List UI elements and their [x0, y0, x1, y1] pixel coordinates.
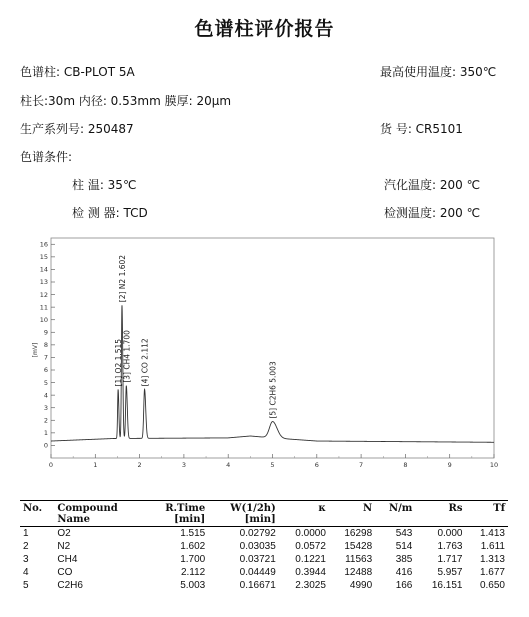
max-temperature: 最高使用温度: 350℃	[380, 65, 497, 79]
column-header-unit	[468, 514, 505, 525]
column-header-unit: Name	[57, 514, 90, 525]
y-tick-label: 1	[43, 429, 48, 438]
table-cell: 0.0000	[295, 528, 326, 539]
serial-number: 生产系列号: 250487	[20, 122, 134, 136]
table-cell: O2	[57, 528, 71, 539]
y-tick-label: 9	[43, 328, 48, 337]
table-cell: 1.602	[180, 541, 206, 552]
column-header	[465, 502, 508, 527]
table-cell: 1.611	[480, 541, 505, 552]
y-tick-label: 2	[43, 416, 48, 425]
table-top-rule	[20, 500, 508, 501]
table-cell: 0.02792	[239, 528, 276, 539]
table-cell: 4	[23, 567, 29, 578]
table-cell: 16.151	[431, 580, 463, 591]
table-cell: 1.717	[437, 554, 463, 565]
column-header	[54, 502, 145, 527]
table-cell: 0.04449	[239, 567, 276, 578]
table-cell: 543	[395, 528, 413, 539]
x-tick-label: 0	[48, 461, 54, 469]
table-cell: 0.650	[479, 580, 505, 591]
peak-label: [2] N2 1.602	[117, 254, 127, 303]
table-cell: 1.413	[479, 528, 505, 539]
table-cell: 1	[23, 528, 29, 539]
column-header-top: κ	[318, 503, 326, 514]
y-tick-label: 7	[43, 353, 48, 362]
y-tick-label: 13	[39, 278, 48, 287]
peak-label: [3] CH4 1.700	[122, 330, 132, 383]
column-header-top: N/m	[389, 503, 413, 514]
y-tick-label: 10	[39, 315, 48, 324]
table-cell: 1.313	[479, 554, 505, 565]
column-header-top: Rs	[448, 503, 463, 514]
x-tick-label: 2	[137, 461, 142, 469]
detector-type: 检 测 器: TCD	[72, 206, 148, 220]
column-header-top: Tf	[493, 503, 505, 514]
x-tick-label: 8	[403, 461, 408, 469]
column-header-unit	[378, 514, 412, 525]
y-tick-label: 12	[39, 290, 48, 299]
table-cell: CH4	[57, 554, 78, 565]
y-tick-label: 4	[43, 391, 48, 400]
y-tick-label: 15	[39, 253, 48, 262]
column-dimensions: 柱长:30m 内径: 0.53mm 膜厚: 20μm	[20, 94, 232, 108]
table-cell: C2H6	[57, 580, 83, 591]
detector-temperature: 检测温度: 200 ℃	[384, 206, 481, 220]
column-temperature: 柱 温: 35℃	[72, 178, 137, 192]
column-header	[145, 502, 208, 527]
column-header-top: W(1/2h)	[230, 503, 276, 514]
y-tick-label: 5	[43, 378, 48, 387]
column-header	[415, 502, 465, 527]
table-cell: 1.763	[437, 541, 463, 552]
table-cell: 0.3944	[295, 567, 326, 578]
table-cell: 514	[395, 541, 413, 552]
y-tick-label: 16	[39, 240, 48, 249]
column-header-unit	[282, 514, 326, 525]
column-header-top: R.Time	[165, 503, 206, 514]
table-cell: 2.112	[180, 567, 206, 578]
y-tick-label: 11	[39, 303, 48, 312]
x-tick-label: 10	[489, 461, 499, 469]
table-cell: 385	[395, 554, 413, 565]
table-cell: 3	[23, 554, 29, 565]
table-row	[20, 553, 508, 566]
item-number: 货 号: CR5101	[380, 122, 463, 136]
column-header-unit: [min]	[174, 514, 206, 525]
table-cell: 1.677	[479, 567, 505, 578]
column-header-top: Compound	[57, 503, 118, 514]
peak-label: [4] CO 2.112	[140, 338, 150, 387]
x-tick-label: 1	[93, 461, 98, 469]
report-title: 色谱柱评价报告	[194, 18, 335, 40]
column-header	[279, 502, 329, 527]
column-model: 色谱柱: CB-PLOT 5A	[20, 65, 135, 79]
table-row	[20, 527, 508, 541]
x-tick-label: 5	[270, 461, 275, 469]
y-tick-label: 3	[43, 403, 48, 412]
column-header-unit	[23, 514, 51, 525]
x-tick-label: 9	[447, 461, 452, 469]
peak-label: [5] C2H6 5.003	[268, 361, 278, 419]
x-tick-label: 3	[181, 461, 186, 469]
table-cell: 416	[395, 567, 413, 578]
table-body	[20, 527, 508, 593]
x-tick-label: 4	[226, 461, 231, 469]
table-cell: 1.515	[180, 528, 206, 539]
table-row	[20, 579, 508, 592]
table-header-row	[20, 502, 508, 527]
table-cell: 11563	[345, 554, 373, 565]
y-tick-label: 0	[43, 441, 48, 450]
table-cell: 0.03035	[239, 541, 276, 552]
table-cell: CO	[57, 567, 73, 578]
y-tick-label: 6	[43, 366, 48, 375]
table-cell: N2	[57, 541, 71, 552]
x-tick-label: 6	[314, 461, 319, 469]
y-axis-label: [mV]	[32, 342, 39, 358]
table-cell: 5.003	[180, 580, 206, 591]
x-tick-label: 7	[359, 461, 364, 469]
table-cell: 0.0572	[295, 541, 326, 552]
peak-label: [1] O2 1.515	[114, 338, 124, 387]
table-cell: 5.957	[437, 567, 463, 578]
table-cell: 16298	[344, 528, 373, 539]
table-cell: 5	[23, 580, 29, 591]
results-table	[20, 502, 508, 592]
table-cell: 4990	[349, 580, 373, 591]
column-header-top: No.	[23, 503, 43, 514]
table-cell: 12488	[344, 567, 373, 578]
column-header-unit	[332, 514, 372, 525]
table-row	[20, 566, 508, 579]
table-cell: 166	[395, 580, 413, 591]
column-header	[20, 502, 54, 527]
y-tick-label: 8	[43, 341, 48, 350]
column-header	[375, 502, 415, 527]
table-cell: 2.3025	[295, 580, 326, 591]
conditions-title: 色谱条件:	[20, 150, 73, 164]
column-header-unit: [min]	[244, 514, 276, 525]
column-header-top: N	[363, 503, 373, 514]
y-tick-label: 14	[39, 265, 48, 274]
table-row	[20, 540, 508, 553]
table-cell: 0.16671	[239, 580, 276, 591]
chromatogram-chart	[0, 232, 529, 472]
table-cell: 1.700	[180, 554, 206, 565]
column-header	[208, 502, 279, 527]
column-header	[329, 502, 375, 527]
table-cell: 15428	[344, 541, 373, 552]
injector-temperature: 汽化温度: 200 ℃	[384, 178, 481, 192]
table-cell: 0.03721	[239, 554, 276, 565]
column-header-unit	[418, 514, 462, 525]
table-cell: 2	[23, 541, 29, 552]
table-cell: 0.1221	[295, 554, 326, 565]
table-cell: 0.000	[437, 528, 463, 539]
